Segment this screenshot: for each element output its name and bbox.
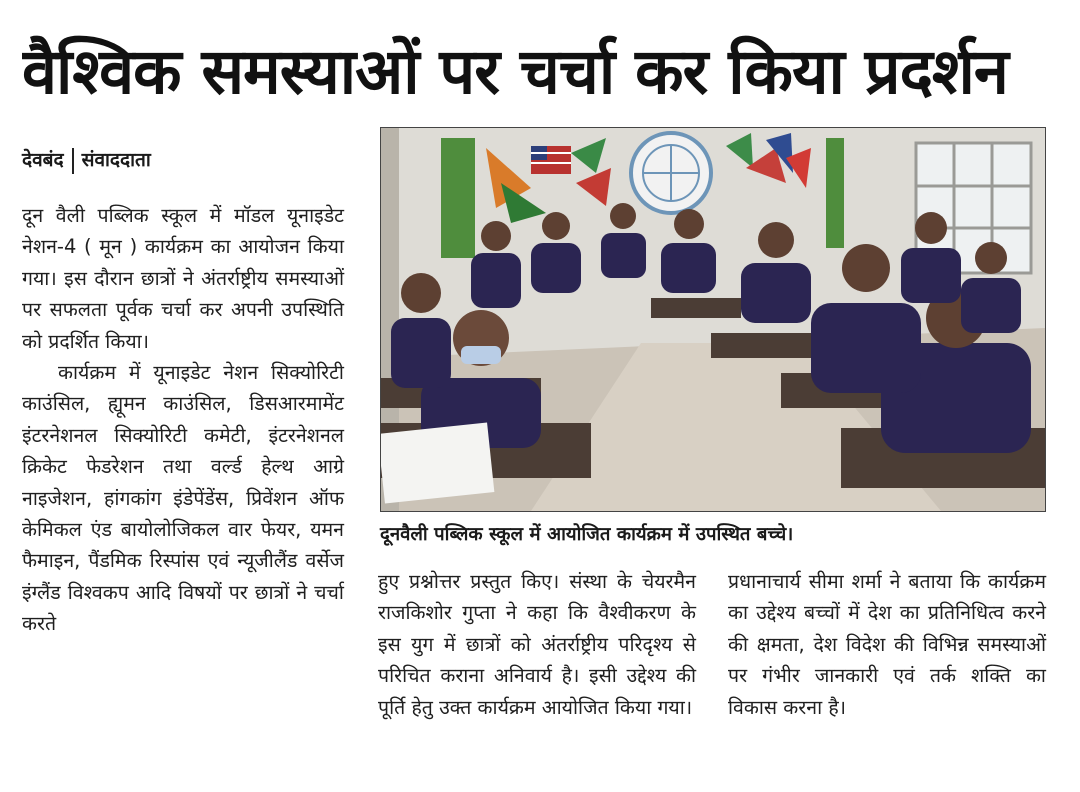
photo-caption: दूनवैली पब्लिक स्कूल में आयोजित कार्यक्रम में उपस्थित बच्चे।: [380, 524, 794, 545]
un-emblem: [631, 133, 711, 213]
body-paragraph-4: प्रधानाचार्य सीमा शर्मा ने बताया कि कार्यक्रम का उद्देश्य बच्चों में देश का प्रतिनिधित्व करने की क्षमता, देश विदेश की विभिन्न समस्याओं पर गंभीर जानकारी एवं तर्क शक्ति का विकास करना है।: [728, 570, 1046, 719]
headline: वैश्विक समस्याओं पर चर्चा कर किया प्रदर्शन: [22, 35, 1008, 108]
news-photo: [380, 127, 1046, 512]
byline-divider: [72, 148, 74, 174]
body-paragraph-3: हुए प्रश्नोत्तर प्रस्तुत किए। संस्था के चेयरमैन राजकिशोर गुप्ता ने कहा कि वैश्वीकरण के इस युग में छात्रों को अंतर्राष्ट्रीय परिदृश्य से परिचित कराना अनिवार्य है। इसी उद्देश्य की पूर्ति हेतु उक्त कार्यक्रम आयोजित किया गया।: [378, 570, 696, 719]
body-paragraph-2: कार्यक्रम में यूनाइडेट नेशन सिक्योरिटी काउंसिल, ह्यूमन काउंसिल, डिसआरमामेंट इंटरनेशनल सिक्योरिटी कमेटी, इंटरनेशनल क्रिकेट फेडरेशन तथा वर्ल्ड हेल्थ आग्रे नाइजेशन, हांगकांग इंडेपेंडेंस, प्रिवेंशन ऑफ केमिकल एंड बायोलोजिकल वार फेयर, यमन फैमाइन, पैंडमिक रिस्पांस एवं न्यूजीलैंड वर्सेज इंग्लैंड विश्वकप आदि विषयों पर छात्रों ने चर्चा करते: [22, 361, 344, 636]
article-column-2: [378, 566, 696, 723]
byline: [22, 145, 151, 175]
article-column-1: [22, 200, 344, 640]
classroom-illustration: [381, 128, 1045, 511]
body-paragraph-1: दून वैली पब्लिक स्कूल में मॉडल यूनाइडेट नेशन-4 ( मून ) कार्यक्रम का आयोजन किया गया। इस दौरान छात्रों ने अंतर्राष्ट्रीय समस्याओं पर सफलता पूर्वक चर्चा कर अपनी उपस्थिति को प्रदर्शित किया।: [22, 204, 344, 353]
byline-place: देवबंद: [22, 149, 64, 171]
article-column-3: [728, 566, 1046, 723]
byline-reporter: संवाददाता: [81, 149, 151, 171]
